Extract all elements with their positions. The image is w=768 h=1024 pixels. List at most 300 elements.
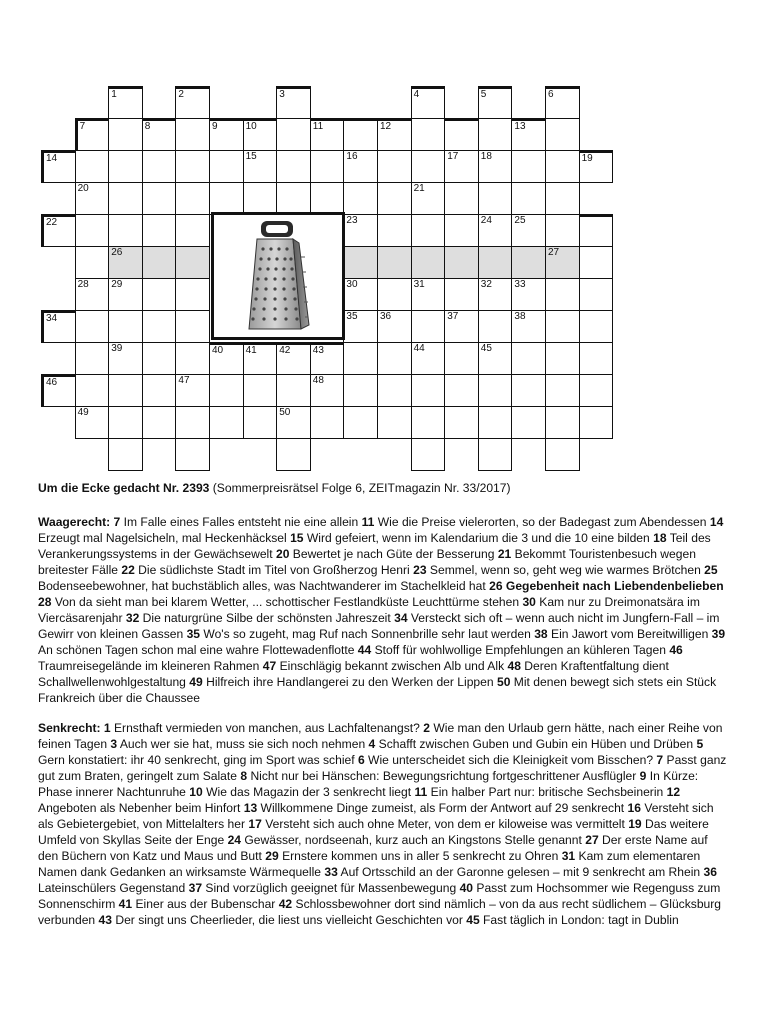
cell-number: 42	[279, 345, 291, 356]
puzzle-title-rest: (Sommerpreisrätsel Folge 6, ZEITmagazin Nr. 33/2017)	[209, 481, 511, 495]
clue-text: Der erste Name auf den Büchern von Katz und Maus und Butt	[38, 833, 708, 863]
clue-text: Wie unterscheidet sich die Kleinigkeit vom Bisschen?	[364, 753, 657, 767]
grid-cell[interactable]	[478, 86, 513, 119]
clue-text: Semmel, wenn so, geht weg wie warmes Brötchen	[426, 563, 705, 577]
clue-text: Bekommt Touristenbesuch wegen breitester Fälle	[38, 547, 696, 577]
grid-cell[interactable]	[276, 438, 311, 471]
grid-cell[interactable]	[411, 214, 446, 247]
grid-cell[interactable]	[478, 150, 513, 183]
clue-number: 37	[188, 881, 203, 895]
grid-cell[interactable]	[444, 342, 479, 375]
grid-cell[interactable]	[310, 374, 345, 407]
grid-cell[interactable]	[243, 374, 278, 407]
cell-number: 16	[346, 151, 358, 162]
grid-cell[interactable]	[511, 406, 546, 439]
clues-down	[38, 720, 728, 928]
grid-cell[interactable]	[444, 214, 479, 247]
clue-number: 45	[466, 913, 480, 927]
clue-text: Willkommene Dinge zumeist, als Form der Antwort auf 29 senkrecht	[257, 801, 628, 815]
grid-cell[interactable]	[545, 150, 580, 183]
grid-cell[interactable]	[142, 246, 177, 279]
cell-number: 10	[245, 121, 257, 132]
clue-number: 8	[240, 769, 248, 783]
clue-text: Auch wer sie hat, muss sie sich noch nehmen	[117, 737, 369, 751]
grid-cell[interactable]	[377, 406, 412, 439]
grid-cell[interactable]	[411, 342, 446, 375]
clue-text-area	[38, 480, 728, 942]
cell-number: 49	[77, 407, 89, 418]
clue-number: 5	[696, 737, 704, 751]
clue-text: Ein halber Part nur: britische Sechsbeinerin	[427, 785, 667, 799]
grid-cell[interactable]	[209, 182, 244, 215]
clue-text: Fast täglich in London: tagt in Dublin	[479, 913, 679, 927]
grid-cell[interactable]	[411, 310, 446, 343]
grid-cell[interactable]	[377, 246, 412, 279]
cell-number: 48	[312, 375, 324, 386]
grid-cell[interactable]	[411, 278, 446, 311]
grid-cell[interactable]	[243, 342, 278, 375]
clue-number: 7	[113, 515, 121, 529]
grid-cell[interactable]	[142, 150, 177, 183]
clue-number: 42	[278, 897, 293, 911]
clue-number: 14	[709, 515, 724, 529]
grid-cell[interactable]	[511, 214, 546, 247]
grid-cell[interactable]	[243, 118, 278, 151]
cell-number: 28	[77, 279, 89, 290]
grid-cell[interactable]	[545, 118, 580, 151]
cell-number: 2	[178, 89, 184, 100]
grid-cell[interactable]	[377, 214, 412, 247]
grid-cell[interactable]	[444, 246, 479, 279]
cell-number: 25	[514, 215, 526, 226]
clue-text: Wird gefeiert, wenn im Kalendarium die 3 und die 10 eine bilden	[303, 531, 654, 545]
grid-cell[interactable]	[377, 182, 412, 215]
clue-number: 46	[669, 643, 683, 657]
grid-cell[interactable]	[478, 118, 513, 151]
grid-cell[interactable]	[411, 182, 446, 215]
grid-cell[interactable]	[511, 182, 546, 215]
grid-cell[interactable]	[175, 182, 210, 215]
grid-cell[interactable]	[511, 118, 546, 151]
clue-text: Im Falle eines Falles entsteht nie eine allein	[120, 515, 362, 529]
grid-cell[interactable]	[545, 310, 580, 343]
cell-number: 35	[346, 311, 358, 322]
grid-cell[interactable]	[545, 246, 580, 279]
grid-cell[interactable]	[478, 406, 513, 439]
grid-cell[interactable]	[377, 342, 412, 375]
clue-text: Sind vorzüglich geeignet für Massenbewegung	[202, 881, 460, 895]
clue-text: Kam zum elementaren Namen dank Gedanken an wirksamste Wärmequelle	[38, 849, 701, 879]
grid-cell[interactable]	[175, 86, 210, 119]
grid-cell[interactable]	[478, 214, 513, 247]
grid-cell[interactable]	[75, 118, 110, 151]
cell-number: 34	[46, 313, 58, 324]
clues-across	[38, 514, 728, 706]
cell-number: 43	[312, 345, 324, 356]
grid-cell[interactable]	[545, 86, 580, 119]
grid-cell[interactable]	[175, 150, 210, 183]
clue-text: Von da sieht man bei klarem Wetter, ... schottischer Festlandküste Leuchttürme stehen	[51, 595, 523, 609]
clue-number: 27	[585, 833, 599, 847]
grid-cell[interactable]	[310, 118, 345, 151]
cell-number: 13	[514, 121, 526, 132]
clue-number: 36	[703, 865, 717, 879]
clue-number: 12	[666, 785, 681, 799]
grid-cell[interactable]	[75, 246, 110, 279]
puzzle-title	[38, 480, 728, 496]
clue-text: Lateinschülers Gegenstand	[38, 881, 189, 895]
grid-cell[interactable]	[444, 278, 479, 311]
clue-number: 49	[189, 675, 203, 689]
cell-number: 24	[480, 215, 492, 226]
grid-cell[interactable]	[377, 150, 412, 183]
grid-cell[interactable]	[175, 374, 210, 407]
grid-cell[interactable]	[310, 406, 345, 439]
grid-cell[interactable]	[142, 118, 177, 151]
grid-cell[interactable]	[41, 374, 76, 407]
grid-cell[interactable]	[108, 342, 143, 375]
grid-cell[interactable]	[276, 150, 311, 183]
cell-number: 40	[212, 345, 224, 356]
grid-cell[interactable]	[175, 118, 210, 151]
clue-number: 4	[368, 737, 376, 751]
clue-number: 26 Gegebenheit nach Liebendenbelieben 28	[38, 579, 724, 609]
grid-cell[interactable]	[276, 342, 311, 375]
clue-number: 2	[423, 721, 430, 735]
clue-number: 18	[653, 531, 667, 545]
grid-cell[interactable]	[75, 214, 110, 247]
clue-number: 16	[627, 801, 641, 815]
clue-number: 34	[394, 611, 408, 625]
clue-text: Die naturgrüne Silbe der schönsten Jahreszeit	[139, 611, 395, 625]
grid-cell[interactable]	[411, 86, 446, 119]
grid-cell[interactable]	[478, 310, 513, 343]
cell-number: 31	[413, 279, 425, 290]
grid-cell[interactable]	[276, 406, 311, 439]
clue-text: Schlossbewohner dort sind nämlich – von da aus recht südlichem – Glücksburg verbunden	[38, 897, 722, 927]
grid-cell[interactable]	[276, 86, 311, 119]
grid-cell[interactable]	[343, 406, 378, 439]
cell-number: 11	[312, 121, 324, 132]
grid-cell[interactable]	[377, 374, 412, 407]
clue-number: 39	[711, 627, 726, 641]
clue-number: 3	[110, 737, 118, 751]
cell-number: 12	[380, 121, 392, 132]
clue-text: Ernsthaft vermieden von manchen, aus Lachfaltenangst?	[110, 721, 424, 735]
grid-cell[interactable]	[478, 182, 513, 215]
cell-number: 8	[144, 121, 151, 132]
grid-cell[interactable]	[511, 374, 546, 407]
grid-cell[interactable]	[579, 278, 614, 311]
grid-cell[interactable]	[142, 406, 177, 439]
clue-number: 11	[361, 515, 375, 529]
grid-cell[interactable]	[478, 438, 513, 471]
grid-cell[interactable]	[511, 246, 546, 279]
clue-text: Gewässer, nordseenah, kurz auch an Kingstons Stelle genannt	[241, 833, 586, 847]
cheese-grater-icon	[241, 217, 315, 335]
clue-text: Gern konstatiert: ihr 40 senkrecht, ging im Sport was schief	[38, 753, 358, 767]
clue-text: Hilfreich ihre Handlangerei zu den Werken der Lippen	[202, 675, 497, 689]
grid-cell[interactable]	[175, 214, 210, 247]
grid-cell[interactable]	[444, 310, 479, 343]
clue-text: In Kürze: Phase innerer Nachtunruhe	[38, 769, 699, 799]
grid-cell[interactable]	[108, 182, 143, 215]
grid-cell[interactable]	[444, 406, 479, 439]
grid-cell[interactable]	[41, 150, 76, 183]
grid-cell[interactable]	[108, 214, 143, 247]
grid-cell[interactable]	[377, 310, 412, 343]
grid-cell[interactable]	[545, 374, 580, 407]
clue-text: Versteht sich auch ohne Meter, von dem er kiloweise was vermittelt	[261, 817, 629, 831]
grid-cell[interactable]	[511, 310, 546, 343]
grid-cell[interactable]	[41, 214, 76, 247]
grid-cell[interactable]	[108, 310, 143, 343]
clue-text: Einer aus der Bubenschar	[132, 897, 279, 911]
clue-number: 32	[125, 611, 140, 625]
grid-cell[interactable]	[343, 278, 378, 311]
cell-number: 5	[480, 89, 487, 100]
cell-number: 15	[245, 151, 257, 162]
grid-cell[interactable]	[478, 246, 513, 279]
grid-cell[interactable]	[276, 374, 311, 407]
grid-cell[interactable]	[75, 374, 110, 407]
grid-cell[interactable]	[108, 150, 143, 183]
clue-text: Erzeugt mal Nagelsicheln, mal Heckenhäcksel	[38, 531, 291, 545]
clue-number: 22	[121, 563, 135, 577]
grid-cell[interactable]	[175, 310, 210, 343]
grid-cell[interactable]	[444, 150, 479, 183]
clue-number: 6	[357, 753, 365, 767]
cell-number: 45	[480, 343, 492, 354]
clue-number: 19	[628, 817, 642, 831]
grid-cell[interactable]	[411, 374, 446, 407]
grid-cell[interactable]	[75, 406, 110, 439]
clue-text: Versteckt sich oft – wenn auch nicht im Jungfern-Fall – im Gewirr von kleinen Gassen	[38, 611, 720, 641]
grid-cell[interactable]	[545, 406, 580, 439]
grid-cell[interactable]	[343, 182, 378, 215]
clue-text: An schönen Tagen schon mal eine wahre Flottewadenflotte	[38, 643, 358, 657]
clue-text: Schafft zwischen Guben und Gubin ein Hüben und Drüben	[375, 737, 697, 751]
cell-number: 6	[548, 89, 554, 100]
grid-cell[interactable]	[343, 150, 378, 183]
clue-number: 35	[186, 627, 201, 641]
grid-cell[interactable]	[511, 342, 546, 375]
grid-cell[interactable]	[209, 406, 244, 439]
clue-text: Bewertet je nach Güte der Besserung	[289, 547, 498, 561]
grid-cell[interactable]	[579, 406, 614, 439]
cell-number: 41	[245, 345, 257, 356]
grid-cell[interactable]	[75, 342, 110, 375]
grid-cell[interactable]	[142, 374, 177, 407]
cell-number: 30	[346, 279, 358, 290]
clue-text: Traumreisegelände im kleineren Rahmen	[38, 659, 263, 673]
grid-cell[interactable]	[108, 374, 143, 407]
grid-cell[interactable]	[276, 118, 311, 151]
clue-number: 20	[275, 547, 290, 561]
grid-cell[interactable]	[175, 438, 210, 471]
grid-cell[interactable]	[243, 150, 278, 183]
cell-number: 20	[77, 183, 89, 194]
grid-cell[interactable]	[411, 118, 446, 151]
clue-text: Wie man den Urlaub gern hätte, nach einer Reihe von feinen Tagen	[38, 721, 723, 751]
grid-cell[interactable]	[478, 342, 513, 375]
grid-cell[interactable]	[142, 342, 177, 375]
grid-cell[interactable]	[444, 182, 479, 215]
clue-number: 24	[227, 833, 242, 847]
cell-number: 4	[413, 89, 420, 100]
grid-cell[interactable]	[579, 310, 614, 343]
clue-text: Einschlägig bekannt zwischen Alb und Alk	[276, 659, 508, 673]
cell-number: 18	[480, 151, 492, 162]
grid-cell[interactable]	[545, 342, 580, 375]
clue-text: Das weitere Umfeld von Skyllas Seite der Enge	[38, 817, 709, 847]
grid-cell[interactable]	[579, 246, 614, 279]
grid-cell[interactable]	[411, 438, 446, 471]
clue-text: Stoff für wohlwollige Empfehlungen an kühleren Tagen	[371, 643, 670, 657]
grid-cell[interactable]	[75, 150, 110, 183]
grid-cell[interactable]	[209, 150, 244, 183]
grid-cell[interactable]	[175, 278, 210, 311]
grid-cell[interactable]	[579, 374, 614, 407]
grid-cell[interactable]	[108, 86, 143, 119]
clue-number: 41	[118, 897, 133, 911]
grid-cell[interactable]	[545, 438, 580, 471]
clue-number: 47	[262, 659, 277, 673]
grid-cell[interactable]	[108, 278, 143, 311]
grid-cell[interactable]	[377, 118, 412, 151]
grid-cell[interactable]	[243, 406, 278, 439]
clue-number: 23	[413, 563, 427, 577]
grid-cell[interactable]	[41, 310, 76, 343]
cell-number: 29	[111, 279, 123, 290]
grid-cell[interactable]	[545, 214, 580, 247]
grid-cell[interactable]	[444, 374, 479, 407]
clue-number: 1	[103, 721, 111, 735]
grid-cell[interactable]	[310, 342, 345, 375]
grid-cell[interactable]	[343, 246, 378, 279]
grid-cell[interactable]	[343, 374, 378, 407]
clue-number: 9	[639, 769, 647, 783]
grid-cell[interactable]	[579, 214, 614, 247]
grid-cell[interactable]	[142, 278, 177, 311]
grid-cell[interactable]	[209, 374, 244, 407]
grid-cell[interactable]	[75, 278, 110, 311]
cell-number: 23	[346, 215, 358, 226]
grid-cell[interactable]	[411, 246, 446, 279]
cell-number: 19	[581, 153, 593, 164]
grid-cell[interactable]	[511, 278, 546, 311]
clue-text: Teil des Verankerungssystems in der Gewächsewelt	[38, 531, 711, 561]
clue-number: 40	[459, 881, 474, 895]
cell-number: 27	[548, 247, 560, 258]
grid-cell[interactable]	[142, 182, 177, 215]
cell-number: 46	[46, 377, 58, 388]
cell-number: 14	[46, 153, 58, 164]
grid-cell[interactable]	[511, 150, 546, 183]
clue-text: Der singt uns Cheerlieder, die liest uns vielleicht Geschichten vor	[111, 913, 467, 927]
grid-cell[interactable]	[343, 118, 378, 151]
grid-cell[interactable]	[377, 278, 412, 311]
clue-number: 21	[497, 547, 512, 561]
cell-number: 47	[178, 375, 190, 386]
grid-cell[interactable]	[243, 182, 278, 215]
grid-cell[interactable]	[142, 214, 177, 247]
grid-cell[interactable]	[209, 342, 244, 375]
grid-cell[interactable]	[209, 118, 244, 151]
grid-cell[interactable]	[310, 182, 345, 215]
grid-cell[interactable]	[579, 342, 614, 375]
grid-cell[interactable]	[108, 438, 143, 471]
grid-cell[interactable]	[142, 310, 177, 343]
grid-cell[interactable]	[108, 246, 143, 279]
grid-cell[interactable]	[310, 150, 345, 183]
cell-number: 36	[380, 311, 392, 322]
grid-cell[interactable]	[108, 406, 143, 439]
puzzle-title-bold: Um die Ecke gedacht Nr. 2393	[38, 481, 210, 495]
clue-number: 43	[98, 913, 112, 927]
clue-number: 48	[507, 659, 521, 673]
clue-number: 50	[496, 675, 511, 689]
clue-number: 10	[189, 785, 203, 799]
grid-cell[interactable]	[343, 342, 378, 375]
grid-cell[interactable]	[444, 118, 479, 151]
grid-cell[interactable]	[175, 342, 210, 375]
grid-cell[interactable]	[175, 406, 210, 439]
grid-cell[interactable]	[108, 118, 143, 151]
grid-cell[interactable]	[343, 310, 378, 343]
clue-number: 17	[248, 817, 262, 831]
cell-number: 26	[111, 247, 123, 258]
clue-number: 30	[522, 595, 536, 609]
clue-number: 15	[290, 531, 304, 545]
clue-text: Wie die Preise vielerorten, so der Badegast zum Abendessen	[374, 515, 710, 529]
grid-cell[interactable]	[75, 310, 110, 343]
across-label: Waagerecht:	[38, 515, 111, 529]
grid-cell[interactable]	[579, 150, 614, 183]
clue-text: Angeboten als Nebenher beim Hinfort	[38, 801, 244, 815]
cell-number: 17	[447, 151, 459, 162]
clue-text: Auf Ortsschild an der Garonne gelesen – mit 9 senkrecht am Rhein	[337, 865, 704, 879]
clue-number: 38	[534, 627, 548, 641]
cell-number: 50	[279, 407, 291, 418]
cell-number: 37	[447, 311, 459, 322]
cell-number: 38	[514, 311, 526, 322]
grid-cell[interactable]	[411, 150, 446, 183]
cell-number: 33	[514, 279, 526, 290]
clue-text: Ein Jawort vom Bereitwilligen	[547, 627, 712, 641]
clue-number: 11	[414, 785, 428, 799]
clue-text: Passt zum Hochsommer wie Regenguss zum Sonnenschirm	[38, 881, 721, 911]
cell-number: 1	[111, 89, 117, 100]
cell-number: 7	[79, 121, 86, 132]
grater-image-box	[211, 212, 345, 340]
grid-cell[interactable]	[478, 374, 513, 407]
clue-number: 33	[324, 865, 338, 879]
grid-cell[interactable]	[276, 182, 311, 215]
grid-cell[interactable]	[343, 214, 378, 247]
grid-cell[interactable]	[478, 278, 513, 311]
clue-number: 25	[704, 563, 718, 577]
grid-cell[interactable]	[411, 406, 446, 439]
grid-cell[interactable]	[175, 246, 210, 279]
clue-number: 13	[243, 801, 258, 815]
clue-text: Ernstere kommen uns in aller 5 senkrecht zu Ohren	[278, 849, 562, 863]
grid-cell[interactable]	[545, 278, 580, 311]
grid-cell[interactable]	[75, 182, 110, 215]
grid-cell[interactable]	[545, 182, 580, 215]
cell-number: 22	[46, 217, 58, 228]
cell-number: 21	[413, 183, 425, 194]
